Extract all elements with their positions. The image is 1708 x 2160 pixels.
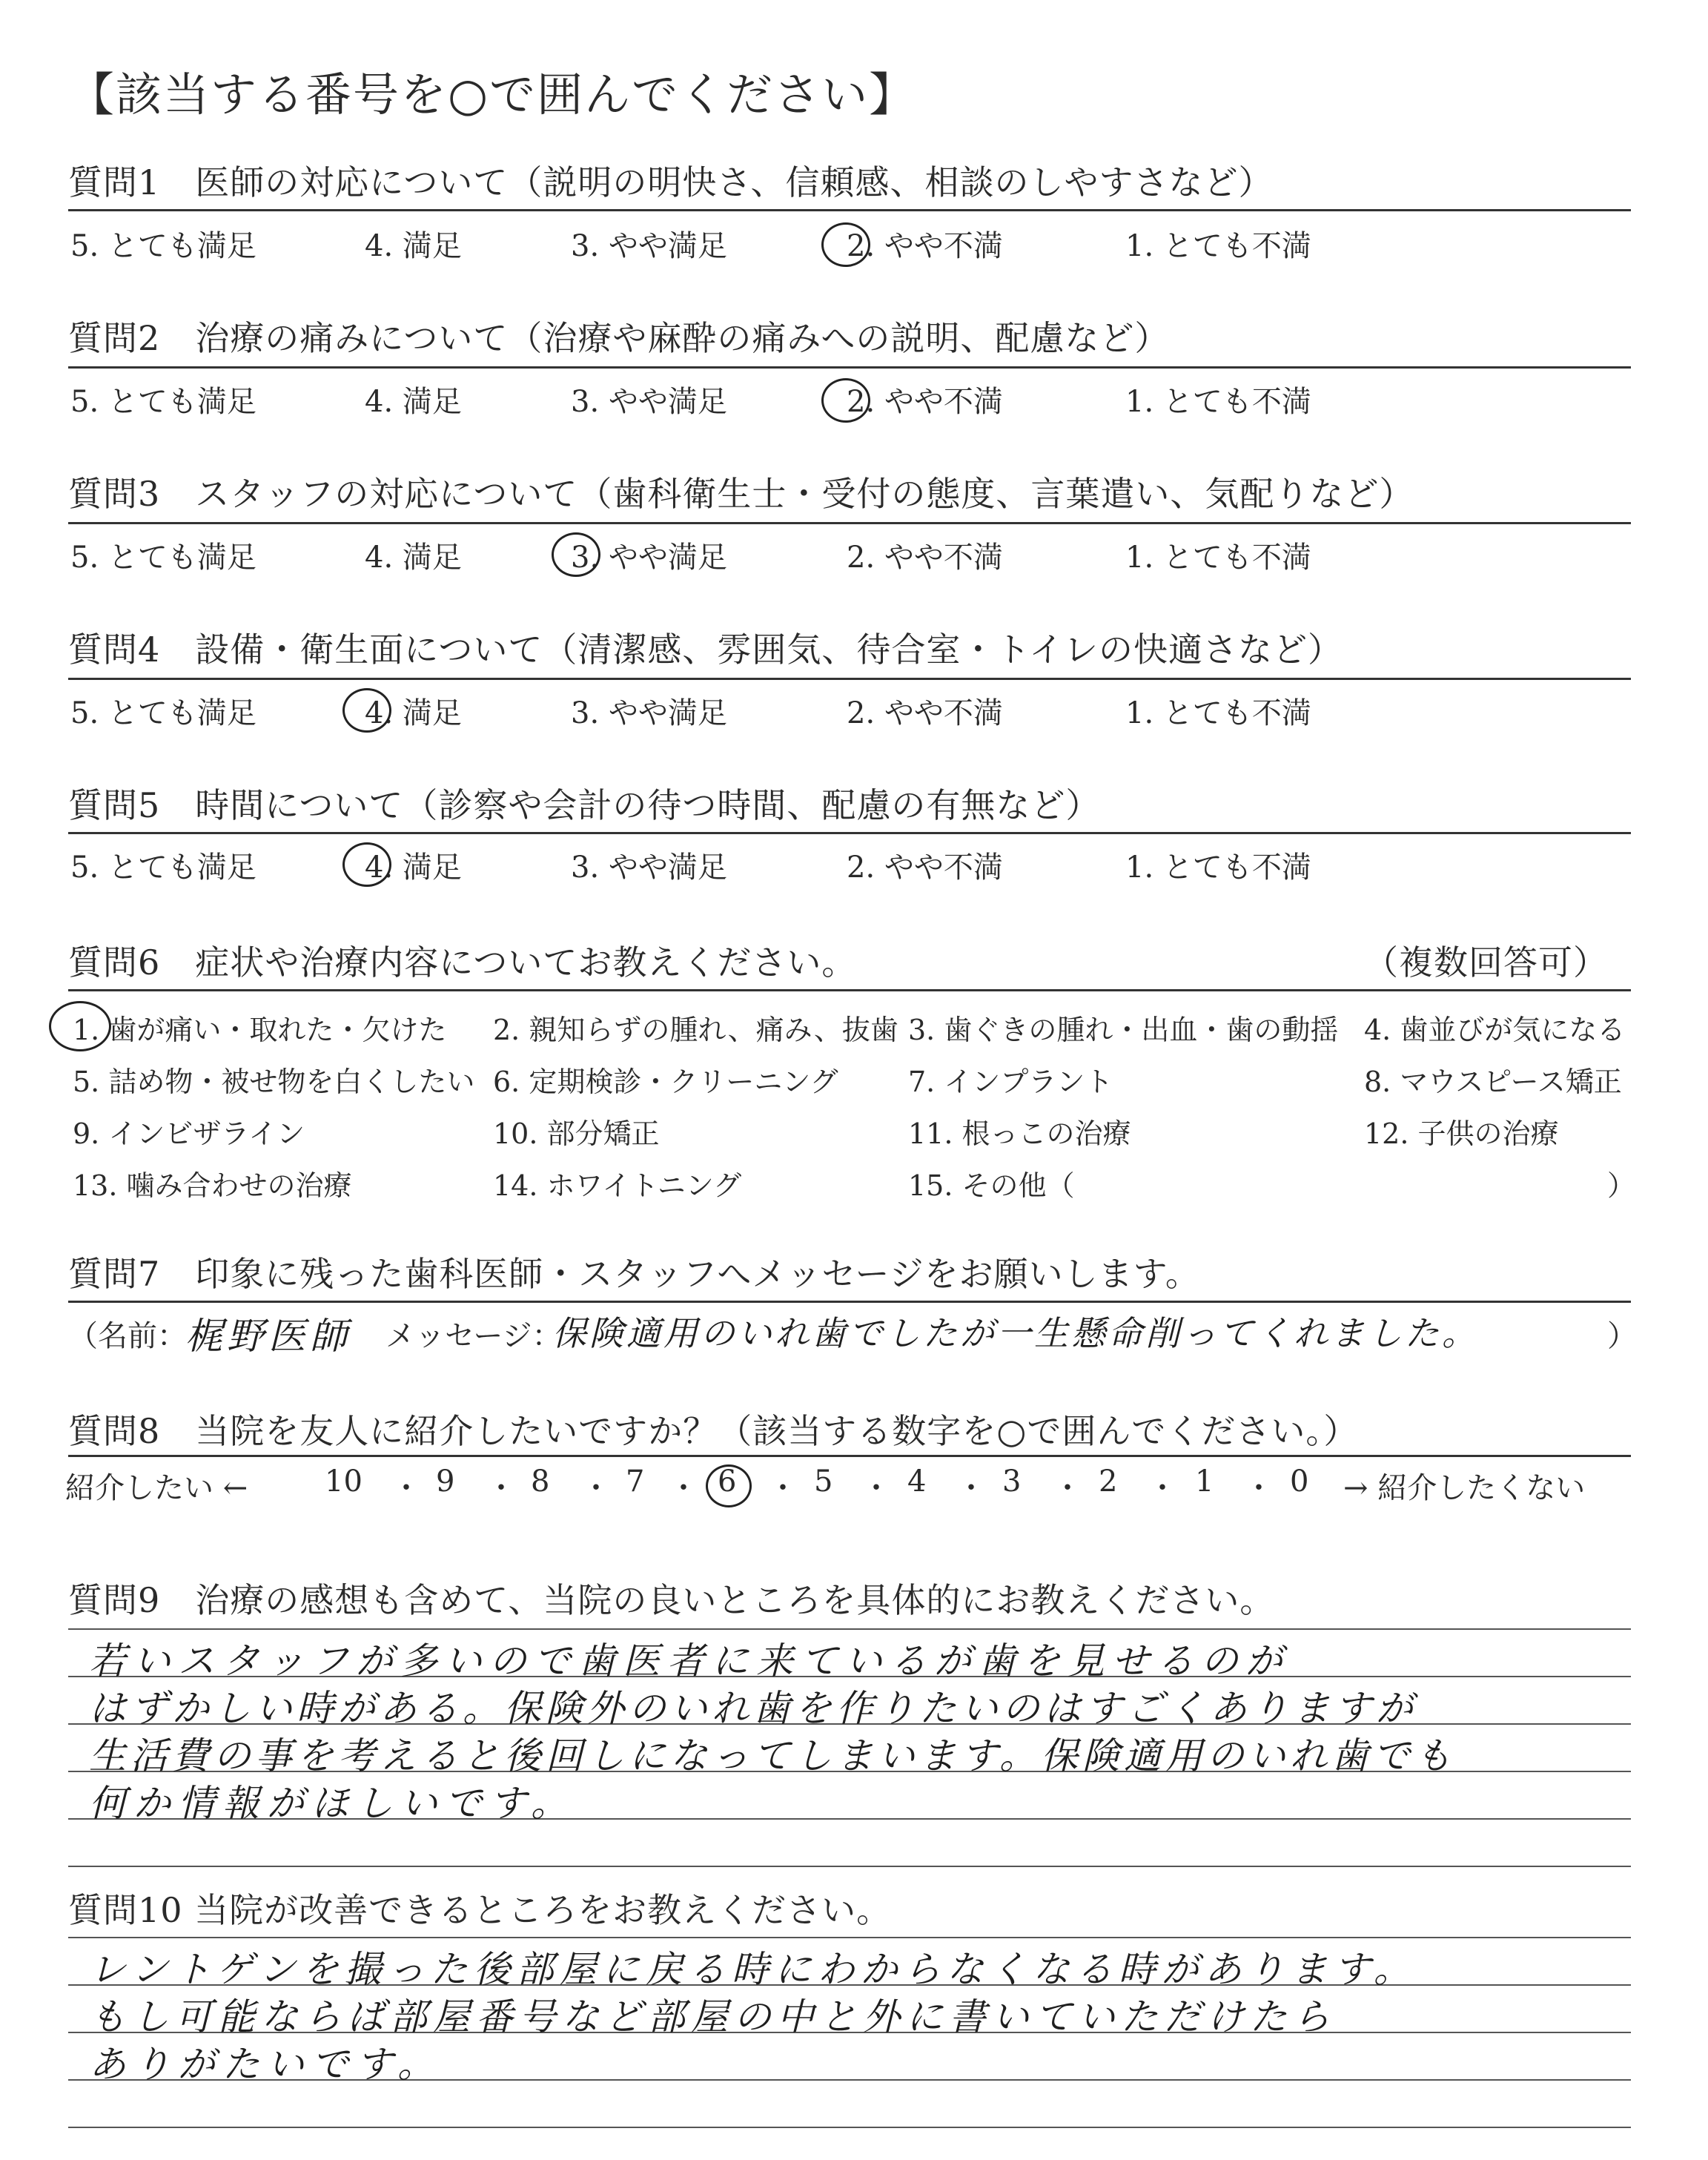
divider bbox=[68, 678, 1631, 680]
dot: ・ bbox=[956, 1471, 986, 1505]
q9-line-2[interactable]: はずかしい時がある。保険外のいれ歯を作りたいのはすごくありますが bbox=[89, 1687, 1417, 1730]
dot: ・ bbox=[391, 1471, 421, 1505]
q6-selection-circle bbox=[49, 1001, 111, 1051]
q4-selection-circle bbox=[342, 688, 391, 733]
page-heading: 【該当する番号を○で囲んでください】 bbox=[68, 67, 917, 122]
q3-option-4[interactable]: 4. 満足 bbox=[365, 541, 462, 575]
question-6-note: （複数回答可） bbox=[1364, 942, 1608, 982]
question-1-title: 質問1 医師の対応について（説明の明快さ、信頼感、相談のしやすさなど） bbox=[68, 162, 1274, 202]
scale-5[interactable]: 5 bbox=[814, 1464, 833, 1499]
q10-line-1[interactable]: レントゲンを撮った後部屋に戻る時にわからなくなる時があります。 bbox=[89, 1948, 1417, 1991]
message-label: メッセージ： bbox=[385, 1319, 562, 1353]
q6-option-10[interactable]: 10. 部分矯正 bbox=[493, 1117, 660, 1150]
recommend-left-label: 紹介したい ← bbox=[65, 1471, 248, 1505]
scale-0[interactable]: 0 bbox=[1290, 1464, 1309, 1499]
q6-option-2[interactable]: 2. 親知らずの腫れ、痛み、抜歯 bbox=[493, 1014, 898, 1046]
scale-1[interactable]: 1 bbox=[1195, 1464, 1214, 1499]
q6-option-7[interactable]: 7. インプラント bbox=[908, 1066, 1113, 1098]
q6-option-11[interactable]: 11. 根っこの治療 bbox=[908, 1117, 1131, 1150]
dot: ・ bbox=[486, 1471, 516, 1505]
q1-option-4[interactable]: 4. 満足 bbox=[365, 229, 462, 263]
divider bbox=[68, 209, 1631, 211]
q10-line-3[interactable]: ありがたいです。 bbox=[89, 2043, 442, 2086]
q2-option-2[interactable]: 2. やや不満 bbox=[847, 385, 1003, 419]
divider bbox=[68, 366, 1631, 369]
q9-line-4[interactable]: 何か情報がほしいです。 bbox=[89, 1782, 575, 1825]
q2-option-1[interactable]: 1. とても不満 bbox=[1125, 385, 1311, 419]
q9-line-1[interactable]: 若いスタッフが多いので歯医者に来ているが歯を見せるのが bbox=[89, 1639, 1290, 1682]
q6-option-3[interactable]: 3. 歯ぐきの腫れ・出血・歯の動揺 bbox=[908, 1014, 1339, 1046]
question-5-title: 質問5 時間について（診察や会計の待つ時間、配慮の有無など） bbox=[68, 785, 1101, 825]
divider bbox=[68, 1455, 1631, 1457]
scale-7[interactable]: 7 bbox=[626, 1464, 645, 1499]
q10-line-2[interactable]: もし可能ならば部屋番号など部屋の中と外に書いていただけたら bbox=[89, 1995, 1336, 2038]
divider bbox=[68, 522, 1631, 524]
question-7-title: 質問7 印象に残った歯科医師・スタッフへメッセージをお願いします。 bbox=[68, 1254, 1200, 1294]
dot: ・ bbox=[1053, 1471, 1082, 1505]
q1-option-5[interactable]: 5. とても満足 bbox=[70, 229, 256, 263]
scale-10[interactable]: 10 bbox=[325, 1464, 363, 1499]
scale-2[interactable]: 2 bbox=[1099, 1464, 1118, 1499]
question-2-title: 質問2 治療の痛みについて（治療や麻酔の痛みへの説明、配慮など） bbox=[68, 318, 1170, 358]
scale-9[interactable]: 9 bbox=[436, 1464, 455, 1499]
q5-option-5[interactable]: 5. とても満足 bbox=[70, 851, 256, 885]
q3-option-5[interactable]: 5. とても満足 bbox=[70, 541, 256, 575]
q8-selection-circle bbox=[706, 1464, 752, 1507]
q5-option-4[interactable]: 4. 満足 bbox=[365, 851, 462, 885]
q6-option-1[interactable]: 1. 歯が痛い・取れた・欠けた bbox=[73, 1014, 447, 1046]
q2-option-5[interactable]: 5. とても満足 bbox=[70, 385, 256, 419]
q3-selection-circle bbox=[552, 532, 600, 577]
name-label: （名前： bbox=[68, 1319, 187, 1353]
q6-option-15[interactable]: 15. その他（ bbox=[908, 1169, 1075, 1202]
q3-option-2[interactable]: 2. やや不満 bbox=[847, 541, 1003, 575]
divider bbox=[68, 989, 1631, 991]
q5-option-3[interactable]: 3. やや満足 bbox=[571, 851, 727, 885]
scale-4[interactable]: 4 bbox=[907, 1464, 927, 1499]
q5-selection-circle bbox=[342, 842, 391, 887]
q6-option-5[interactable]: 5. 詰め物・被せ物を白くしたい bbox=[73, 1066, 475, 1098]
q3-option-1[interactable]: 1. とても不満 bbox=[1125, 541, 1311, 575]
q2-selection-circle bbox=[821, 378, 870, 423]
message-value[interactable]: 保険適用のいれ歯でしたが一生懸命削ってくれました。 bbox=[552, 1313, 1479, 1353]
scale-8[interactable]: 8 bbox=[531, 1464, 550, 1499]
q4-option-2[interactable]: 2. やや不満 bbox=[847, 696, 1003, 730]
dot: ・ bbox=[1148, 1471, 1177, 1505]
scale-6[interactable]: 6 bbox=[718, 1464, 737, 1499]
q6-option-14[interactable]: 14. ホワイトニング bbox=[493, 1169, 742, 1202]
ruled-line bbox=[68, 1937, 1631, 1938]
dot: ・ bbox=[1244, 1471, 1274, 1505]
q4-option-5[interactable]: 5. とても満足 bbox=[70, 696, 256, 730]
dot: ・ bbox=[581, 1471, 611, 1505]
dot: ・ bbox=[768, 1471, 798, 1505]
q1-option-3[interactable]: 3. やや満足 bbox=[571, 229, 727, 263]
q9-line-3[interactable]: 生活費の事を考えると後回しになってしまいます。保険適用のいれ歯でも bbox=[89, 1734, 1456, 1777]
q4-option-1[interactable]: 1. とても不満 bbox=[1125, 696, 1311, 730]
q1-selection-circle bbox=[821, 222, 870, 267]
q1-option-1[interactable]: 1. とても不満 bbox=[1125, 229, 1311, 263]
divider bbox=[68, 1301, 1631, 1303]
question-10-title: 質問10 当院が改善できるところをお教えください。 bbox=[68, 1890, 892, 1930]
q4-option-4[interactable]: 4. 満足 bbox=[365, 696, 462, 730]
divider bbox=[68, 832, 1631, 834]
scale-3[interactable]: 3 bbox=[1002, 1464, 1022, 1499]
q5-option-2[interactable]: 2. やや不満 bbox=[847, 851, 1003, 885]
q3-option-3[interactable]: 3. やや満足 bbox=[571, 541, 727, 575]
dot: ・ bbox=[669, 1471, 698, 1505]
q6-option-9[interactable]: 9. インビザライン bbox=[73, 1117, 305, 1150]
q6-option-8[interactable]: 8. マウスピース矯正 bbox=[1364, 1066, 1622, 1098]
q6-option-6[interactable]: 6. 定期検診・クリーニング bbox=[493, 1066, 838, 1098]
q6-option-4[interactable]: 4. 歯並びが気になる bbox=[1364, 1014, 1626, 1046]
name-value[interactable]: 梶野医師 bbox=[185, 1315, 351, 1358]
q5-option-1[interactable]: 1. とても不満 bbox=[1125, 851, 1311, 885]
question-3-title: 質問3 スタッフの対応について（歯科衛生士・受付の態度、言葉遣い、気配りなど） bbox=[68, 474, 1414, 514]
q4-option-3[interactable]: 3. やや満足 bbox=[571, 696, 727, 730]
q2-option-4[interactable]: 4. 満足 bbox=[365, 385, 462, 419]
question-6-title: 質問6 症状や治療内容についてお教えください。 bbox=[68, 942, 857, 982]
recommend-right-label: → 紹介したくない bbox=[1343, 1471, 1586, 1505]
question-8-title: 質問8 当院を友人に紹介したいですか？（該当する数字を○で囲んでください。） bbox=[68, 1411, 1359, 1451]
message-close: ） bbox=[1607, 1319, 1637, 1353]
question-9-title: 質問9 治療の感想も含めて、当院の良いところを具体的にお教えください。 bbox=[68, 1580, 1275, 1620]
ruled-line bbox=[68, 1628, 1631, 1630]
q6-option-13[interactable]: 13. 噛み合わせの治療 bbox=[73, 1169, 352, 1202]
ruled-line bbox=[68, 2127, 1631, 2128]
q2-option-3[interactable]: 3. やや満足 bbox=[571, 385, 727, 419]
q6-option-12[interactable]: 12. 子供の治療 bbox=[1364, 1117, 1559, 1150]
ruled-line bbox=[68, 1866, 1631, 1867]
q6-option-15-close: ） bbox=[1607, 1169, 1636, 1202]
q1-option-2[interactable]: 2. やや不満 bbox=[847, 229, 1003, 263]
dot: ・ bbox=[861, 1471, 891, 1505]
question-4-title: 質問4 設備・衛生面について（清潔感、雰囲気、待合室・トイレの快適さなど） bbox=[68, 630, 1343, 670]
